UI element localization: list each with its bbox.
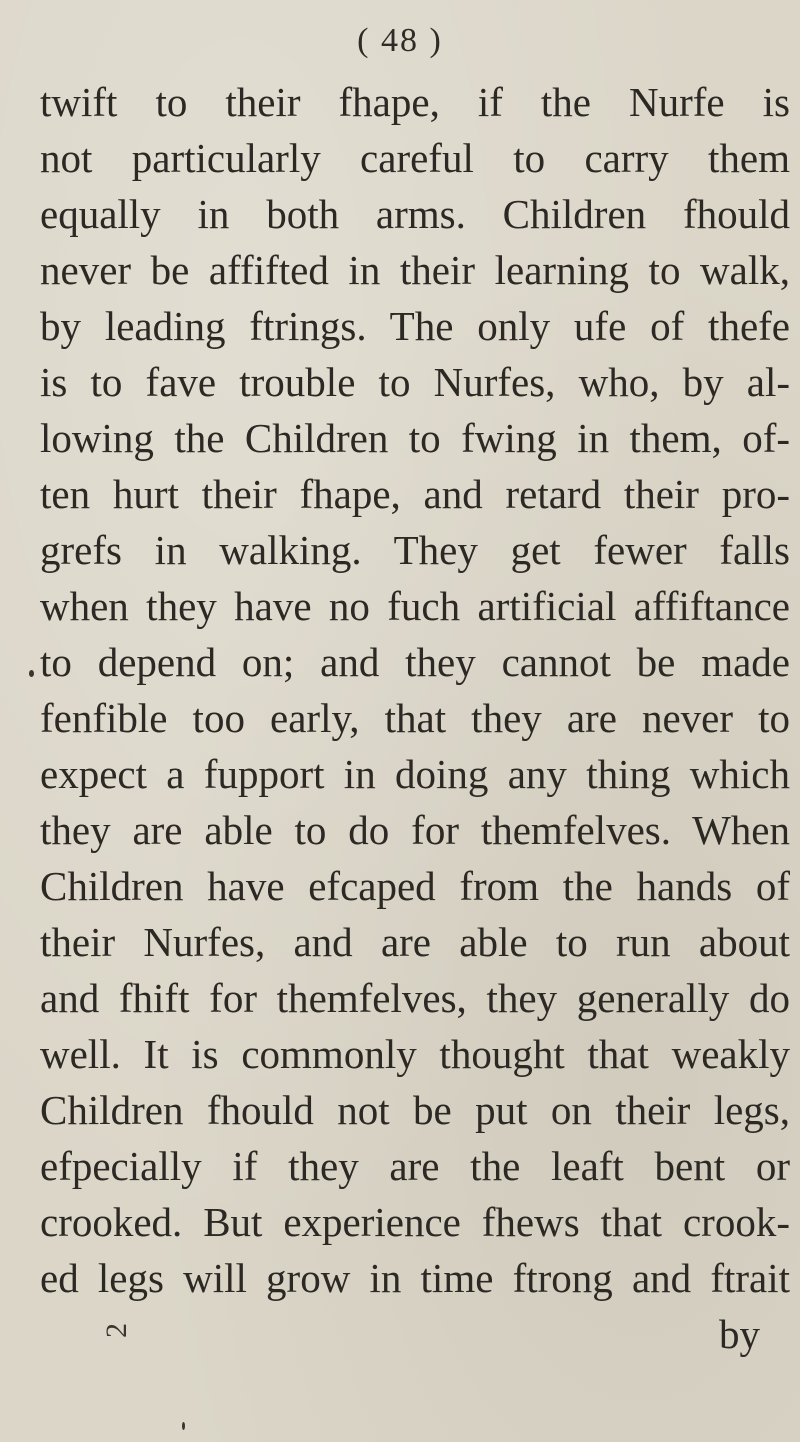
text-line: expect a fupport in doing any thing which: [40, 751, 790, 797]
signature-mark: 2: [100, 1323, 133, 1338]
text-line: fenfible too early, that they are never to: [40, 695, 790, 741]
text-line: and fhift for themfelves, they generally do: [40, 975, 790, 1021]
ink-speck: [29, 670, 34, 677]
text-line: well. It is commonly thought that weakly: [40, 1031, 790, 1077]
text-line: crooked. But experience fhews that crook-: [40, 1199, 790, 1245]
text-line: they are able to do for themfelves. When: [40, 807, 790, 853]
page-number-header: ( 48 ): [357, 22, 443, 59]
text-line: ed legs will grow in time ftrong and ftrait: [40, 1255, 790, 1301]
body-text: [40, 74, 790, 1362]
text-line: Children have efcaped from the hands of: [40, 863, 790, 909]
text-line: equally in both arms. Children fhould: [40, 191, 790, 237]
ink-speck: [182, 1422, 185, 1430]
text-line: to depend on; and they cannot be made: [40, 639, 790, 685]
text-line: their Nurfes, and are able to run about: [40, 919, 790, 965]
text-line: efpecially if they are the leaft bent or: [40, 1143, 790, 1189]
text-line: twift to their fhape, if the Nurfe is: [40, 79, 790, 125]
text-line: grefs in walking. They get fewer falls: [40, 527, 790, 573]
text-line: is to fave trouble to Nurfes, who, by al-: [40, 359, 790, 405]
text-line: ten hurt their fhape, and retard their pro-: [40, 471, 790, 517]
text-line: Children fhould not be put on their legs,: [40, 1087, 790, 1133]
text-line: when they have no fuch artificial affiftance: [40, 583, 790, 629]
text-line: lowing the Children to fwing in them, of-: [40, 415, 790, 461]
text-line: by leading ftrings. The only ufe of thefe: [40, 303, 790, 349]
text-line: never be affifted in their learning to walk,: [40, 247, 790, 293]
text-line: not particularly careful to carry them: [40, 135, 790, 181]
catchword: by: [719, 1311, 760, 1357]
